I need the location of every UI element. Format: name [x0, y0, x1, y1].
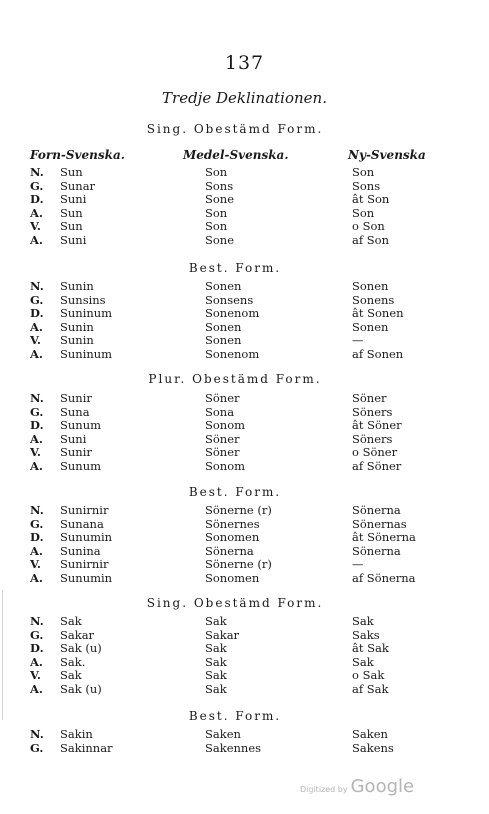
- middle-swedish-form: Söner: [205, 391, 240, 405]
- middle-swedish-form: Sona: [205, 404, 235, 419]
- case-label: A.: [30, 543, 43, 558]
- old-swedish-form: Sunir: [60, 445, 92, 459]
- middle-swedish-form: Söner: [205, 431, 240, 446]
- new-swedish-form: Sakens: [352, 740, 394, 755]
- table-row: [0, 642, 489, 656]
- middle-swedish-form: Son: [205, 205, 228, 220]
- middle-swedish-form: Sak: [205, 668, 227, 682]
- table-row: [0, 321, 489, 335]
- new-swedish-form: Söner: [352, 391, 387, 405]
- middle-swedish-form: Sonom: [205, 458, 246, 473]
- case-label: G.: [30, 178, 44, 193]
- table-row: [0, 728, 489, 742]
- middle-swedish-form: Sone: [205, 192, 235, 206]
- middle-swedish-form: Saken: [205, 727, 241, 741]
- table-row: [0, 742, 489, 756]
- section-heading: Sing. Obestämd Form.: [146, 122, 324, 136]
- middle-swedish-form: Sonen: [205, 333, 242, 347]
- page-edge-line: [2, 590, 3, 720]
- section-heading: Best. Form.: [188, 261, 282, 275]
- new-swedish-form: ât Söner: [352, 418, 402, 432]
- old-swedish-form: Suni: [60, 192, 87, 206]
- case-label: V.: [30, 557, 41, 571]
- middle-swedish-form: Sonen: [205, 279, 242, 293]
- middle-swedish-form: Sonomen: [205, 530, 260, 544]
- new-swedish-form: af Söner: [352, 458, 402, 473]
- new-swedish-form: ât Sönerna: [352, 530, 416, 544]
- old-swedish-form: Suninum: [60, 306, 113, 320]
- table-row: [0, 207, 489, 221]
- declension-table: [0, 166, 489, 247]
- old-swedish-form: Sak.: [60, 654, 86, 669]
- table-row: [0, 558, 489, 572]
- middle-swedish-form: Sönernes: [205, 516, 260, 531]
- old-swedish-form: Sunar: [60, 178, 96, 193]
- table-row: [0, 683, 489, 697]
- section-heading: Best. Form.: [188, 485, 282, 499]
- new-swedish-form: o Sak: [352, 668, 385, 682]
- case-label: D.: [30, 306, 44, 320]
- middle-swedish-form: Sonsens: [205, 292, 254, 307]
- case-label: N.: [30, 165, 44, 179]
- old-swedish-form: Sunina: [60, 543, 101, 558]
- new-swedish-form: ât Sak: [352, 641, 389, 655]
- table-row: [0, 180, 489, 194]
- section-heading: Sing. Obestämd Form.: [146, 596, 324, 610]
- middle-swedish-form: Sak: [205, 654, 227, 669]
- case-label: A.: [30, 681, 43, 696]
- new-swedish-form: Son: [352, 205, 375, 220]
- old-swedish-form: Sunumin: [60, 570, 113, 585]
- declension-table: [0, 728, 489, 755]
- table-row: [0, 545, 489, 559]
- table-row: [0, 615, 489, 629]
- declension-table: [0, 280, 489, 361]
- old-swedish-form: Sakin: [60, 727, 93, 741]
- case-label: A.: [30, 319, 43, 334]
- case-label: G.: [30, 627, 44, 642]
- case-label: N.: [30, 279, 44, 293]
- case-label: V.: [30, 219, 41, 233]
- middle-swedish-form: Sone: [205, 232, 235, 247]
- middle-swedish-form: Son: [205, 219, 228, 233]
- declension-table: [0, 615, 489, 696]
- old-swedish-form: Sunana: [60, 516, 104, 531]
- case-label: N.: [30, 503, 44, 517]
- new-swedish-form: Söners: [352, 404, 393, 419]
- case-label: A.: [30, 232, 43, 247]
- new-swedish-form: af Sak: [352, 681, 389, 696]
- middle-swedish-form: Sonenom: [205, 306, 260, 320]
- old-swedish-form: Sakar: [60, 627, 95, 642]
- table-row: [0, 234, 489, 248]
- old-swedish-form: Sak (u): [60, 681, 102, 696]
- table-row: [0, 334, 489, 348]
- old-swedish-form: Suni: [60, 431, 87, 446]
- old-swedish-form: Sunin: [60, 333, 94, 347]
- table-row: [0, 446, 489, 460]
- middle-swedish-form: Sönerne (r): [205, 557, 272, 571]
- case-label: A.: [30, 458, 43, 473]
- new-swedish-form: Sonen: [352, 319, 389, 334]
- new-swedish-form: af Sönerna: [352, 570, 416, 585]
- table-row: [0, 193, 489, 207]
- new-swedish-form: af Sonen: [352, 346, 404, 361]
- case-label: G.: [30, 292, 44, 307]
- table-row: [0, 518, 489, 532]
- google-logo: Google: [350, 776, 415, 797]
- old-swedish-form: Sunir: [60, 391, 92, 405]
- old-swedish-form: Sunirnir: [60, 557, 109, 571]
- middle-swedish-form: Son: [205, 165, 228, 179]
- table-row: [0, 294, 489, 308]
- case-label: V.: [30, 668, 41, 682]
- middle-swedish-form: Sak: [205, 614, 227, 628]
- old-swedish-form: Sunirnir: [60, 503, 109, 517]
- case-label: A.: [30, 346, 43, 361]
- case-label: D.: [30, 530, 44, 544]
- new-swedish-form: Sönerna: [352, 503, 401, 517]
- old-swedish-form: Sak (u): [60, 641, 102, 655]
- page-title: Tredje Deklinationen.: [162, 89, 327, 107]
- old-swedish-form: Sak: [60, 614, 82, 628]
- old-swedish-form: Sunin: [60, 279, 94, 293]
- middle-swedish-form: Sak: [205, 681, 227, 696]
- middle-swedish-form: Sonomen: [205, 570, 260, 585]
- column-header-old-swedish: Forn-Svenska.: [30, 148, 125, 162]
- new-swedish-form: Saks: [352, 627, 380, 642]
- old-swedish-form: Sunum: [60, 458, 102, 473]
- new-swedish-form: —: [352, 333, 364, 347]
- old-swedish-form: Suninum: [60, 346, 113, 361]
- middle-swedish-form: Sönerna: [205, 543, 254, 558]
- case-label: N.: [30, 391, 44, 405]
- case-label: V.: [30, 445, 41, 459]
- declension-table: [0, 504, 489, 585]
- case-label: G.: [30, 404, 44, 419]
- new-swedish-form: Saken: [352, 727, 388, 741]
- new-swedish-form: ât Son: [352, 192, 390, 206]
- watermark-prefix: Digitized by: [300, 785, 348, 794]
- case-label: D.: [30, 418, 44, 432]
- case-label: A.: [30, 570, 43, 585]
- new-swedish-form: Sak: [352, 654, 374, 669]
- case-label: A.: [30, 431, 43, 446]
- section-heading: Best. Form.: [188, 709, 282, 723]
- case-label: D.: [30, 192, 44, 206]
- table-row: [0, 220, 489, 234]
- column-header-middle-swedish: Medel-Svenska.: [183, 148, 289, 162]
- google-watermark: [300, 776, 414, 797]
- case-label: G.: [30, 516, 44, 531]
- table-row: [0, 572, 489, 586]
- new-swedish-form: Söners: [352, 431, 393, 446]
- table-row: [0, 531, 489, 545]
- new-swedish-form: o Son: [352, 219, 385, 233]
- table-row: [0, 280, 489, 294]
- new-swedish-form: —: [352, 557, 364, 571]
- old-swedish-form: Suna: [60, 404, 90, 419]
- middle-swedish-form: Sonenom: [205, 346, 260, 361]
- old-swedish-form: Sunum: [60, 418, 102, 432]
- case-label: G.: [30, 740, 44, 755]
- table-row: [0, 504, 489, 518]
- case-label: D.: [30, 641, 44, 655]
- middle-swedish-form: Sak: [205, 641, 227, 655]
- case-label: A.: [30, 654, 43, 669]
- middle-swedish-form: Sons: [205, 178, 234, 193]
- column-header-new-swedish: Ny-Svenska: [348, 148, 426, 162]
- old-swedish-form: Sun: [60, 205, 83, 220]
- old-swedish-form: Sun: [60, 219, 83, 233]
- old-swedish-form: Sakinnar: [60, 740, 113, 755]
- middle-swedish-form: Sönerne (r): [205, 503, 272, 517]
- new-swedish-form: Sönerna: [352, 543, 401, 558]
- table-row: [0, 419, 489, 433]
- table-row: [0, 166, 489, 180]
- new-swedish-form: Sonen: [352, 279, 389, 293]
- old-swedish-form: Sunsins: [60, 292, 106, 307]
- table-row: [0, 392, 489, 406]
- middle-swedish-form: Sonom: [205, 418, 246, 432]
- case-label: N.: [30, 727, 44, 741]
- table-row: [0, 406, 489, 420]
- middle-swedish-form: Sakar: [205, 627, 240, 642]
- middle-swedish-form: Söner: [205, 445, 240, 459]
- new-swedish-form: Sons: [352, 178, 381, 193]
- new-swedish-form: ât Sonen: [352, 306, 404, 320]
- new-swedish-form: af Son: [352, 232, 389, 247]
- new-swedish-form: Sak: [352, 614, 374, 628]
- table-row: [0, 460, 489, 474]
- declension-table: [0, 392, 489, 473]
- case-label: V.: [30, 333, 41, 347]
- new-swedish-form: Son: [352, 165, 375, 179]
- table-row: [0, 669, 489, 683]
- section-heading: Plur. Obestämd Form.: [148, 372, 322, 386]
- old-swedish-form: Suni: [60, 232, 87, 247]
- old-swedish-form: Sunumin: [60, 530, 113, 544]
- table-row: [0, 656, 489, 670]
- old-swedish-form: Sak: [60, 668, 82, 682]
- middle-swedish-form: Sakennes: [205, 740, 262, 755]
- old-swedish-form: Sunin: [60, 319, 94, 334]
- table-row: [0, 433, 489, 447]
- table-row: [0, 629, 489, 643]
- page-number: 137: [224, 52, 265, 74]
- case-label: A.: [30, 205, 43, 220]
- table-row: [0, 307, 489, 321]
- old-swedish-form: Sun: [60, 165, 83, 179]
- new-swedish-form: o Söner: [352, 445, 398, 459]
- case-label: N.: [30, 614, 44, 628]
- middle-swedish-form: Sonen: [205, 319, 242, 334]
- table-row: [0, 348, 489, 362]
- new-swedish-form: Sonens: [352, 292, 395, 307]
- new-swedish-form: Sönernas: [352, 516, 407, 531]
